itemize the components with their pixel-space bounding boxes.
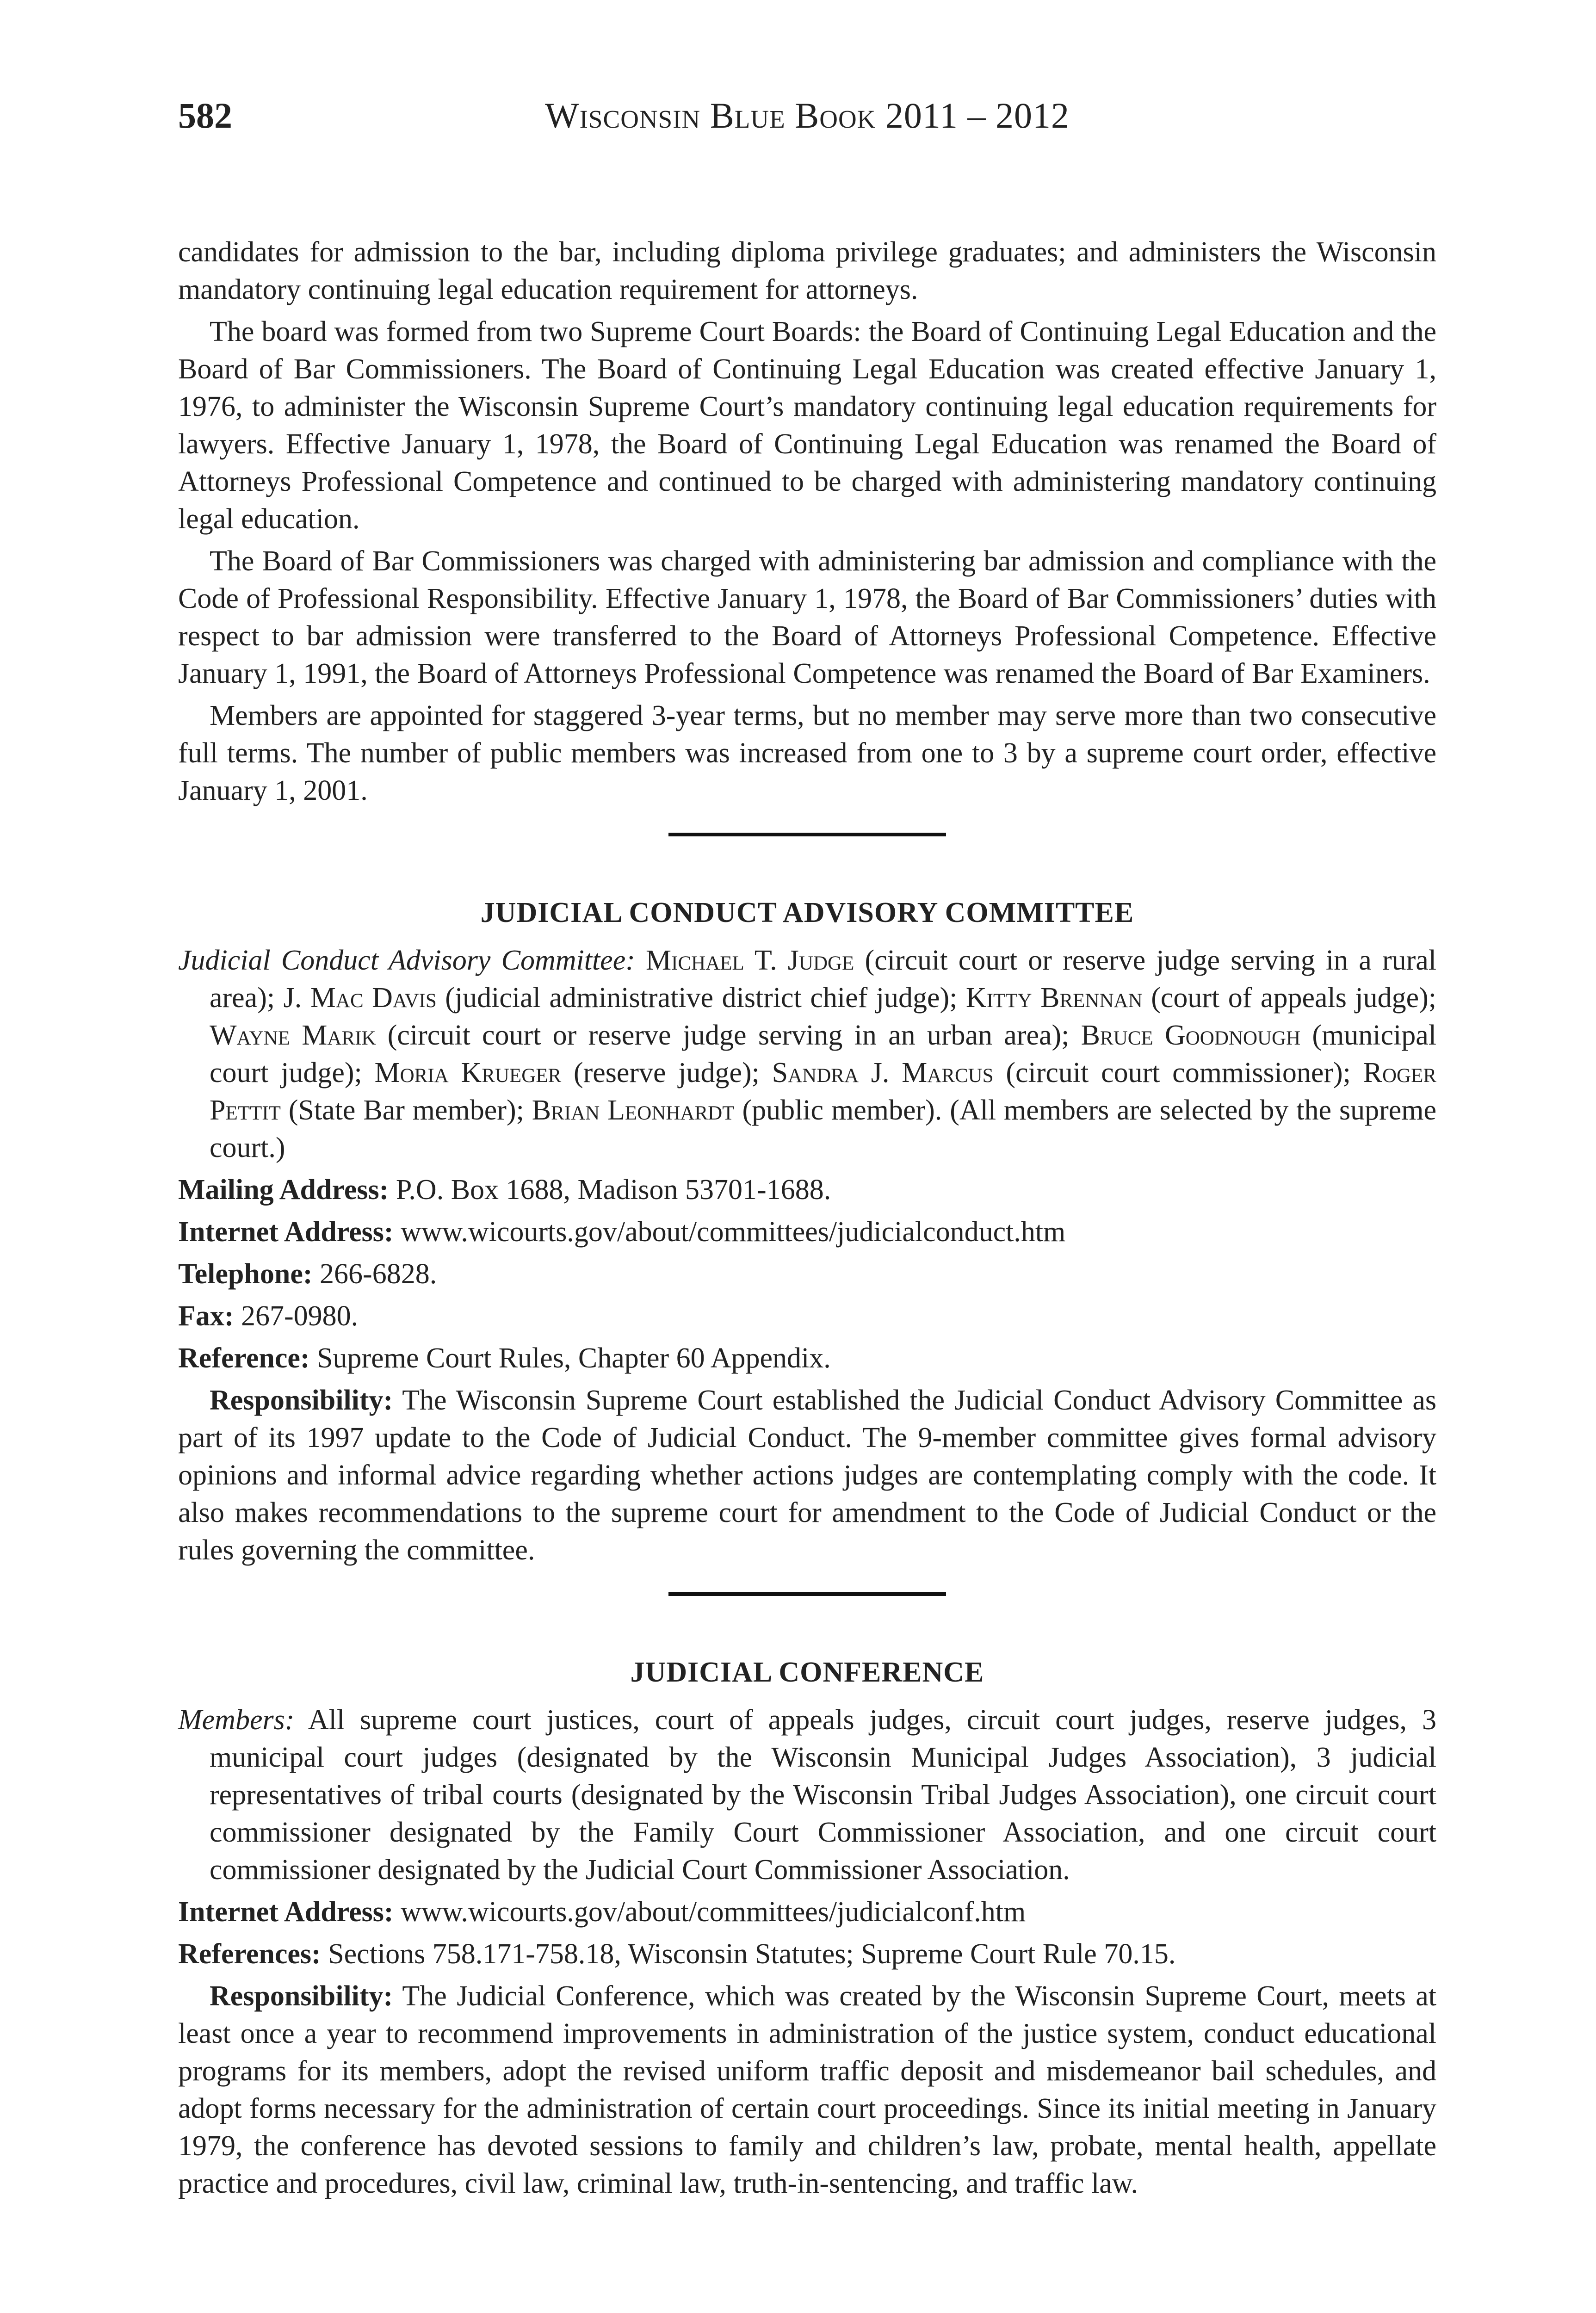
member-role: (municipal court judge);: [210, 1020, 1437, 1088]
references-value: Sections 758.171-758.18, Wisconsin Statutes; Supreme Court Rule 70.15.: [328, 1938, 1176, 1970]
section-heading-judicial-conduct-advisory-committee: JUDICIAL CONDUCT ADVISORY COMMITTEE: [480, 897, 1134, 928]
section-divider: [668, 1592, 946, 1596]
intro-paragraph: candidates for admission to the bar, including diploma privilege graduates; and administers the Wisconsin mandatory continuing legal education requirement for attorneys.: [178, 236, 1436, 305]
reference: [178, 1340, 1436, 1377]
member-role: (State Bar member);: [288, 1095, 524, 1126]
member-role: (circuit court or reserve judge serving in an urban area);: [387, 1020, 1070, 1051]
intro-paragraph: The board was formed from two Supreme Court Boards: the Board of Continuing Legal Education and the Board of Bar Commissioners. The Board of Continuing Legal Education was created effective January 1, 1976, to administer the Wisconsin Supreme Court’s mandatory continuing legal education requirements for lawyers. Effective January 1, 1978, the Board of Continuing Legal Education was renamed the Board of Attorneys Professional Competence and continued to be charged with administering mandatory continuing legal education.: [178, 316, 1436, 535]
member-name: Roger Pettit: [210, 1057, 1437, 1126]
references-label: References:: [178, 1938, 321, 1970]
intro-paragraph: Members are appointed for staggered 3-year terms, but no member may serve more than two consecutive full terms. The number of public members was increased from one to 3 by a supreme court order, effective January 1, 2001.: [178, 700, 1436, 806]
member-name: Bruce Goodnough: [1081, 1020, 1301, 1051]
internet-address-link[interactable]: www.wicourts.gov/about/committees/judicialconduct.htm: [401, 1216, 1066, 1248]
section-divider: [668, 833, 946, 836]
fax: [178, 1298, 1436, 1335]
telephone-value: 266-6828.: [320, 1258, 437, 1290]
fax-value: 267-0980.: [241, 1300, 359, 1332]
mailing-address-value: P.O. Box 1688, Madison 53701-1688.: [396, 1174, 831, 1206]
members-value: All supreme court justices, court of appeals judges, circuit court judges, reserve judges, 3 municipal court judges (designated by the Wisconsin Municipal Judges Association), 3 judicial representatives of tribal courts (designated by the Wisconsin Tribal Judges Association), one circuit court commissioner designated by the Family Court Commissioner Association, and one circuit court commissioner designated by the Judicial Court Commissioner Association.: [210, 1704, 1436, 1886]
page-content: [178, 234, 1436, 2207]
reference-value: Supreme Court Rules, Chapter 60 Appendix.: [317, 1342, 831, 1374]
members-label: Members:: [178, 1704, 295, 1736]
fax-label: Fax:: [178, 1300, 234, 1332]
internet-address-link[interactable]: www.wicourts.gov/about/committees/judicialconf.htm: [401, 1896, 1026, 1928]
member-role: (public member). (All members are selected by the supreme court.): [210, 1095, 1437, 1163]
reference-label: Reference:: [178, 1342, 310, 1374]
references: [178, 1936, 1436, 1973]
internet-address: [178, 1893, 1436, 1931]
responsibility: [178, 1978, 1436, 2202]
mailing-address: [178, 1171, 1436, 1209]
conference-members: [178, 1701, 1436, 1889]
member-role: (judicial administrative district chief judge);: [445, 982, 958, 1014]
member-name: Michael T. Judge: [646, 945, 854, 976]
member-name: Kitty Brennan: [965, 982, 1143, 1014]
internet-address-label: Internet Address:: [178, 1216, 394, 1248]
responsibility: [178, 1382, 1436, 1569]
member-name: J. Mac Davis: [283, 982, 437, 1014]
member-name: Moria Krueger: [374, 1057, 562, 1088]
internet-address-label: Internet Address:: [178, 1896, 394, 1928]
page-header: [178, 95, 1436, 146]
member-role: (court of appeals judge);: [1151, 982, 1436, 1014]
member-name: Sandra J. Marcus: [772, 1057, 994, 1088]
telephone: [178, 1255, 1436, 1293]
member-role: (circuit court or reserve judge serving in a rural area);: [210, 945, 1436, 1014]
intro-paragraph: The Board of Bar Commissioners was charged with administering bar admission and compliance with the Code of Professional Responsibility. Effective January 1, 1978, the Board of Bar Commissioners’ duties with respect to bar admission were transferred to the Board of Attorneys Professional Competence. Effective January 1, 1991, the Board of Attorneys Professional Competence was renamed the Board of Bar Examiners.: [178, 545, 1436, 689]
responsibility-value: The Wisconsin Supreme Court established the Judicial Conduct Advisory Committee as part of its 1997 update to the Code of Judicial Conduct. The 9-member committee gives formal advisory opinions and informal advice regarding whether actions judges are contemplating comply with the code. It also makes recommendations to the supreme court for amendment to the Code of Judicial Conduct or the rules governing the committee.: [178, 1385, 1436, 1566]
member-name: Brian Leonhardt: [532, 1095, 735, 1126]
members-label: Judicial Conduct Advisory Committee:: [178, 945, 635, 976]
page-number: 582: [178, 95, 232, 136]
section-heading-judicial-conference: JUDICIAL CONFERENCE: [630, 1657, 984, 1688]
responsibility-label: Responsibility:: [210, 1980, 393, 2012]
internet-address: [178, 1213, 1436, 1251]
member-role: (reserve judge);: [573, 1057, 760, 1088]
running-head: Wisconsin Blue Book 2011 – 2012: [545, 95, 1070, 136]
mailing-address-label: Mailing Address:: [178, 1174, 389, 1206]
committee-members: [178, 942, 1436, 1167]
member-role: (circuit court commissioner);: [1006, 1057, 1351, 1088]
responsibility-label: Responsibility:: [210, 1385, 393, 1416]
responsibility-value: The Judicial Conference, which was created by the Wisconsin Supreme Court, meets at least once a year to recommend improvements in administration of the justice system, conduct educational programs for its members, adopt the revised uniform traffic deposit and misdemeanor bail schedules, and adopt forms necessary for the administration of certain court proceedings. Since its initial meeting in January 1979, the conference has devoted sessions to family and children’s law, probate, mental health, appellate practice and procedures, civil law, criminal law, truth-in-sentencing, and traffic law.: [178, 1980, 1437, 2199]
telephone-label: Telephone:: [178, 1258, 313, 1290]
member-name: Wayne Marik: [210, 1020, 376, 1051]
